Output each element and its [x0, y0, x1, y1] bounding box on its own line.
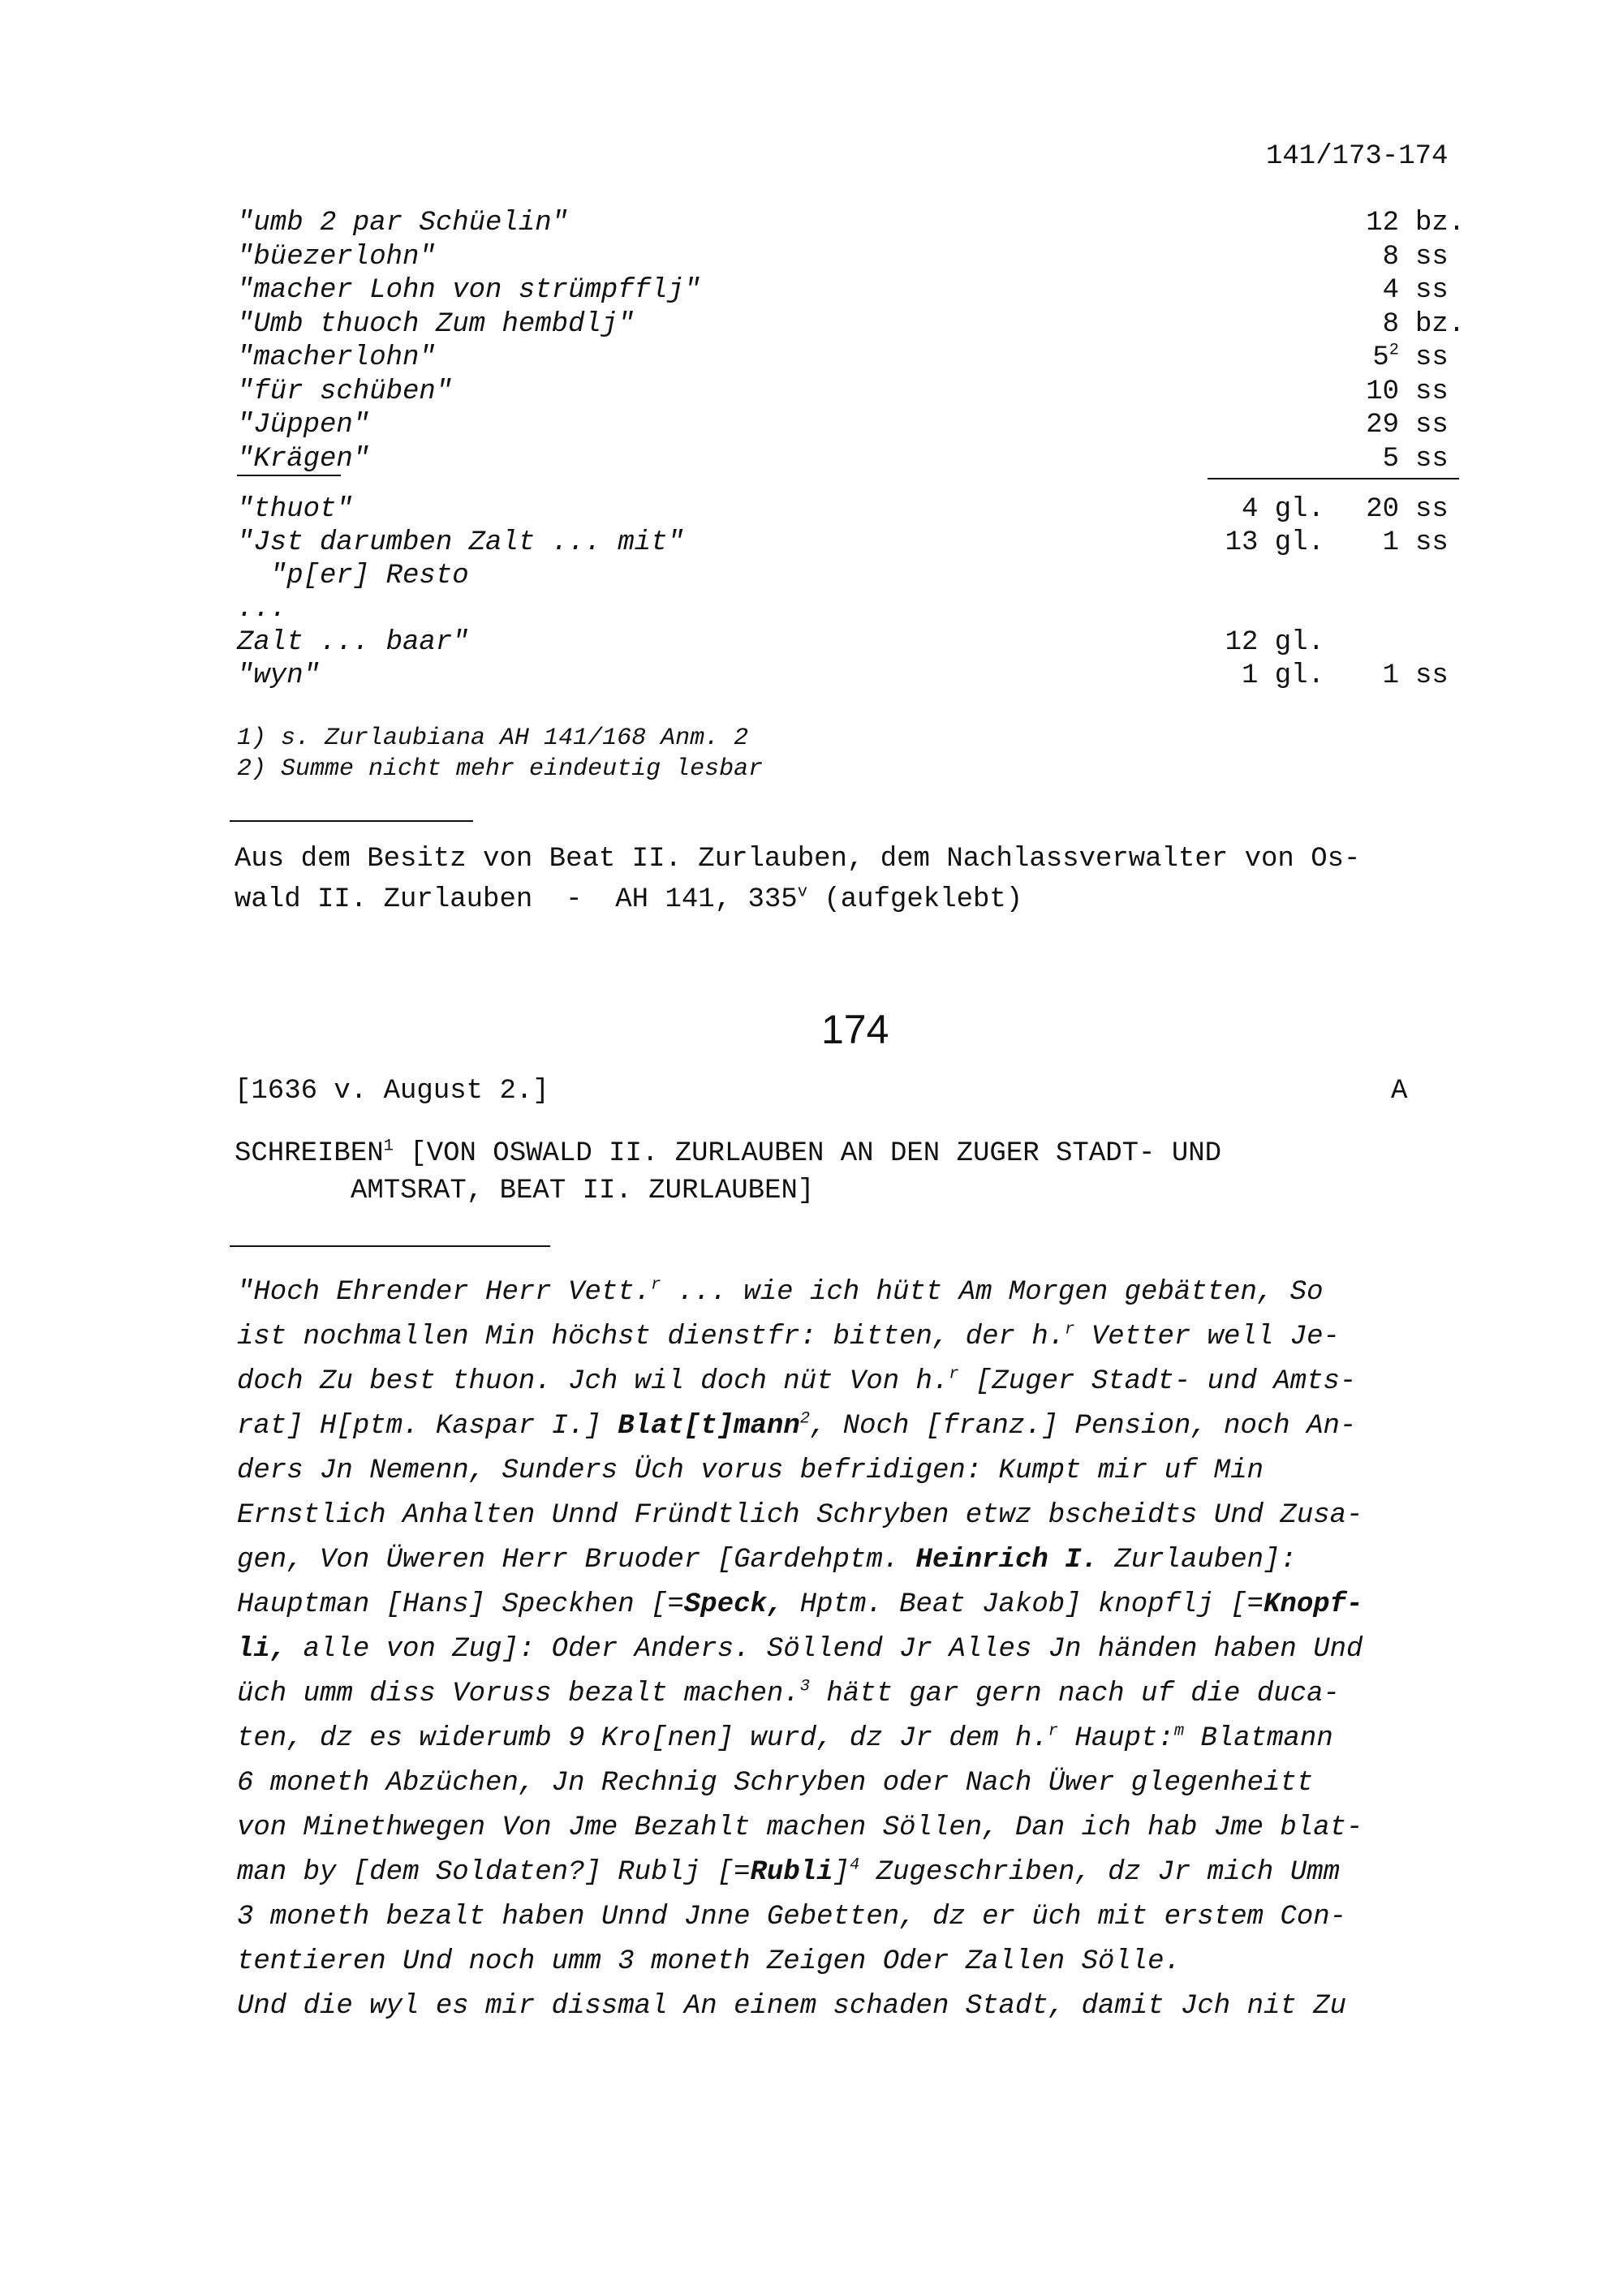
heading-footnote-mark: 1	[383, 1137, 394, 1156]
totals-label: "p[er] Resto	[237, 561, 469, 591]
totals-row	[237, 592, 1487, 626]
amount-footnote-mark: 2	[1388, 341, 1399, 360]
verso-superscript: v	[797, 883, 807, 902]
ledger-row	[237, 375, 1487, 409]
ledger-row	[237, 206, 1487, 240]
ledger-amount: 12	[1366, 208, 1399, 239]
ledger-row	[237, 341, 1487, 375]
ledger-label: "Umb thuoch Zum hembdlj"	[237, 308, 635, 340]
provenance-line-2	[235, 883, 1022, 917]
heading-text-end: [VON OSWALD II. ZURLAUBEN AN DEN ZUGER STADT- UND	[393, 1138, 1222, 1169]
ledger-row	[237, 408, 1487, 442]
ledger-amount: 5	[1382, 443, 1399, 475]
provenance-text-end: (aufgeklebt)	[807, 884, 1023, 915]
ledger-unit: ss	[1415, 443, 1449, 475]
footnote-1: 1) s. Zurlaubiana AH 141/168 Anm. 2	[237, 724, 749, 752]
totals-amount: 1	[1382, 527, 1399, 558]
heading-text: SCHREIBEN	[235, 1138, 384, 1169]
letter-line: tentieren Und noch umm 3 moneth Zeigen Oder Zallen Sölle.	[237, 1946, 1181, 1977]
totals-unit: ss	[1415, 527, 1449, 558]
letter-line: "Hoch Ehrender Herr Vett.$^r$ ... wie ich hütt Am Morgen gebätten, So	[237, 1275, 1324, 1308]
totals-unit: ss	[1415, 660, 1449, 691]
ledger-label: "Jüppen"	[237, 410, 370, 441]
document-date: [1636 v. August 2.]	[235, 1076, 549, 1107]
ledger-unit: bz.	[1415, 308, 1466, 340]
ledger-unit: ss	[1415, 241, 1449, 273]
letter-line: doch Zu best thuon. Jch wil doch nüt Von h.$^r$ [Zuger Stadt- und Amts-	[237, 1365, 1357, 1397]
letter-line: man by [dem Soldaten?] Rublj [=Rubli]$^4$ Zugeschriben, dz Jr mich Umm	[237, 1855, 1340, 1888]
totals-label: Zalt ... baar"	[237, 627, 469, 658]
totals-gulden: 1 gl.	[1241, 660, 1324, 691]
letter-line: ten, dz es widerumb 9 Kro[nen] wurd, dz Jr dem h.$^r$ Haupt:$^m$ Blatmann	[237, 1722, 1333, 1754]
totals-label: "wyn"	[237, 660, 321, 691]
letter-line: üch umm diss Voruss bezalt machen.$^3$ hätt gar gern nach uf die duca-	[237, 1677, 1340, 1709]
letter-line: 6 moneth Abzüchen, Jn Rechnig Schryben oder Nach Üwer glegenheitt	[237, 1768, 1314, 1799]
totals-row	[237, 526, 1487, 560]
letter-line: Hauptman [Hans] Speckhen [=Speck, Hptm. Beat Jakob] knopflj [=Knopf-	[237, 1589, 1363, 1620]
ledger-label: "umb 2 par Schüelin"	[237, 208, 569, 239]
ledger-amount: 29	[1366, 410, 1399, 441]
section-divider	[230, 820, 473, 822]
sum-rule	[1208, 478, 1459, 479]
provenance-line-1: Aus dem Besitz von Beat II. Zurlauben, dem Nachlassverwalter von Os-	[235, 844, 1361, 875]
letter-line: rat] H[ptm. Kaspar I.] Blat[t]mann$^2$, Noch [franz.] Pension, noch An-	[237, 1409, 1357, 1442]
totals-unit: ss	[1415, 494, 1449, 525]
ledger-amount: 10	[1366, 376, 1399, 407]
heading-divider	[230, 1245, 550, 1247]
ledger-row	[237, 307, 1487, 342]
totals-row	[237, 492, 1487, 527]
totals-label: "thuot"	[237, 494, 353, 525]
ledger-label: "büezerlohn"	[237, 241, 436, 273]
ledger-label: "macherlohn"	[237, 342, 436, 373]
ledger-unit: ss	[1415, 342, 1449, 373]
ledger-row	[237, 273, 1487, 307]
totals-gulden: 13 gl.	[1225, 527, 1324, 558]
totals-gulden: 4 gl.	[1241, 494, 1324, 525]
ledger-amount: 4	[1382, 275, 1399, 306]
ledger-label: "für schüben"	[237, 376, 453, 407]
ledger-row	[237, 240, 1487, 274]
heading-line-1	[235, 1137, 1221, 1171]
letter-line: li, alle von Zug]: Oder Anders. Söllend Jr Alles Jn händen haben Und	[237, 1634, 1363, 1665]
label-underline	[237, 475, 341, 476]
ledger-amount: $5^2$	[1372, 341, 1399, 373]
letter-line: gen, Von Üweren Herr Bruoder [Gardehptm. Heinrich I. Zurlauben]:	[237, 1545, 1297, 1576]
letter-line: Und die wyl es mir dissmal An einem schaden Stadt, damit Jch nit Zu	[237, 1991, 1347, 2022]
totals-amount: 1	[1382, 660, 1399, 691]
letter-line: Ernstlich Anhalten Unnd Fründtlich Schryben etwz bscheidts Und Zusa-	[237, 1500, 1363, 1531]
totals-amount: 20	[1366, 494, 1399, 525]
ledger-amount: 8	[1382, 308, 1399, 340]
footnote-2: 2) Summe nicht mehr eindeutig lesbar	[237, 755, 764, 783]
ledger-unit: bz.	[1415, 208, 1466, 239]
letter-line: 3 moneth bezalt haben Unnd Jnne Gebetten, dz er üch mit erstem Con-	[237, 1902, 1347, 1933]
totals-row	[237, 559, 1487, 593]
ledger-label: "Krägen"	[237, 443, 370, 475]
provenance-text: wald II. Zurlauben - AH 141, 335	[235, 884, 798, 915]
ledger-unit: ss	[1415, 410, 1449, 441]
letter-line: ders Jn Nemenn, Sunders Üch vorus befridigen: Kumpt mir uf Min	[237, 1455, 1264, 1486]
totals-gulden: 12 gl.	[1225, 627, 1324, 658]
page-reference: 141/173-174	[1266, 141, 1449, 172]
totals-label: ...	[237, 594, 287, 625]
document-marker: A	[1391, 1076, 1408, 1107]
letter-line: von Minethwegen Von Jme Bezahlt machen Söllen, Dan ich hab Jme blat-	[237, 1812, 1363, 1843]
document-number: 174	[821, 1007, 889, 1052]
letter-line: ist nochmallen Min höchst dienstfr: bitten, der h.$^r$ Vetter well Je-	[237, 1320, 1340, 1352]
totals-row	[237, 626, 1487, 660]
ledger-unit: ss	[1415, 376, 1449, 407]
ledger-label: "macher Lohn von strümpfflj"	[237, 275, 701, 306]
ledger-amount: 8	[1382, 241, 1399, 273]
ledger-row	[237, 442, 1487, 476]
totals-row	[237, 659, 1487, 693]
heading-line-2: AMTSRAT, BEAT II. ZURLAUBEN]	[351, 1176, 815, 1206]
ledger-unit: ss	[1415, 275, 1449, 306]
totals-label: "Jst darumben Zalt ... mit"	[237, 527, 684, 558]
